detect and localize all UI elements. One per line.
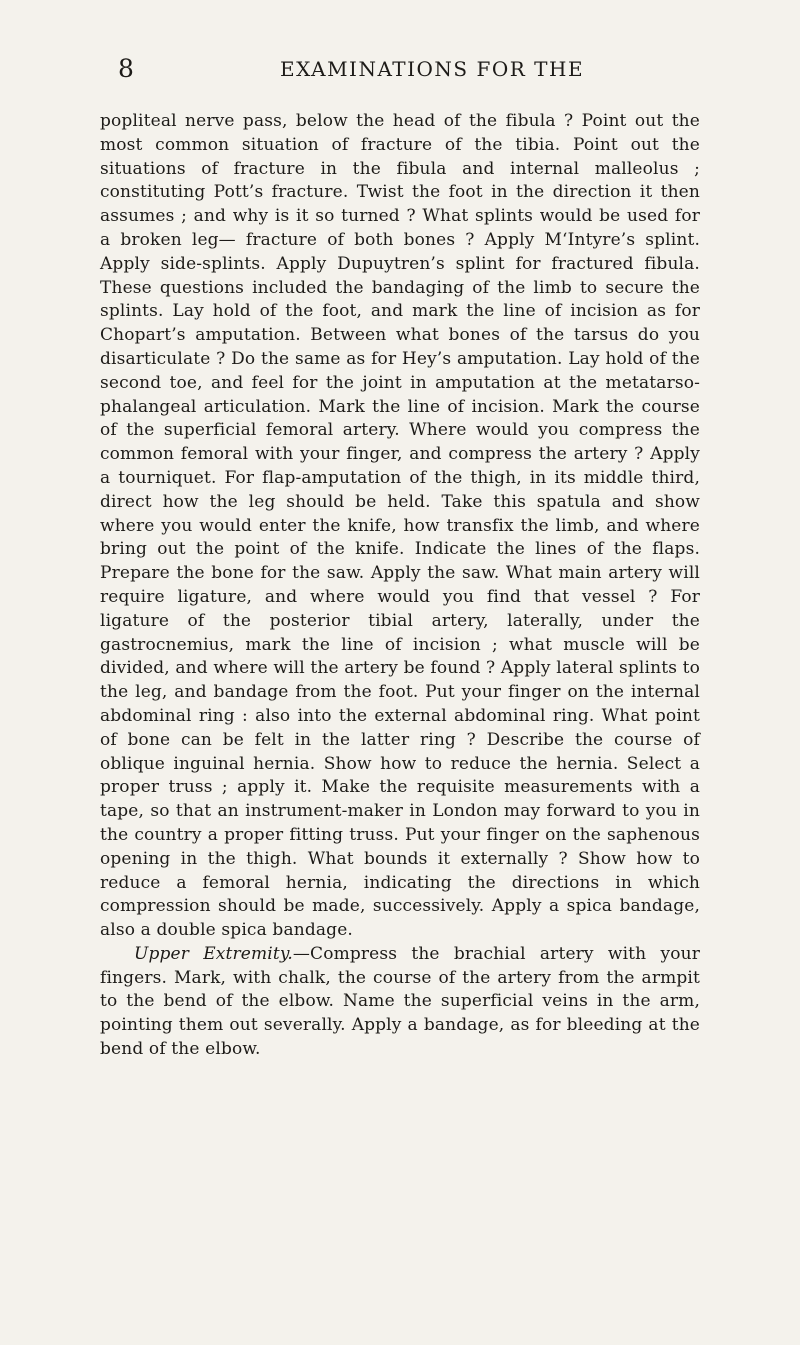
subsection-title: Upper Extremity. [134,943,293,964]
paragraph-lower-extremity-questions: popliteal nerve pass, below the head of the fibula ? Point out the most common situation of fracture of the tibia. Point out the situations of fracture in the fibula and internal malleolus ; constituting Pott’s fracture. Twist the foot in the direction it then assumes ; and why is it so turned ? What splints would be used for a broken leg— fracture of both bones ? Apply M‘Intyre’s splint. Apply side-splints. Apply Dupuytren’s splint for fractured fibula. These questions included the bandaging of the limb to secure the splints. Lay hold of the foot, and mark the line of incision as for Chopart’s amputation. Between what bones of the tarsus do you disarticulate ? Do the same as for Hey’s amputation. Lay hold of the second toe, and feel for the joint in amputation at the metatarso-phalangeal articulation. Mark the line of incision. Mark the course of the superficial femoral artery. Where would you compress the common femoral with your finger, and compress the artery ? Apply a tourniquet. For flap-amputation of the thigh, in its middle third, direct how the leg should be held. Take this spatula and show where you would enter the knife, how transfix the limb, and where bring out the point of the knife. Indicate the lines of the flaps. Prepare the bone for the saw. Apply the saw. What main artery will require ligature, and where would you find that vessel ? For ligature of the posterior tibial artery, laterally, under the gastrocnemius, mark the line of incision ; what muscle will be divided, and where will the artery be found ? Apply lateral splints to the leg, and bandage from the foot. Put your finger on the internal abdominal ring : also into the external abdominal ring. What point of bone can be felt in the latter ring ? Describe the course of oblique inguinal hernia. Show how to reduce the hernia. Select a proper truss ; apply it. Make the requisite measurements with a tape, so that an instrument-maker in London may forward to you in the country a proper fitting truss. Put your finger on the saphenous opening in the thigh. What bounds it externally ? Show how to reduce a femoral hernia, indicating the directions in which compression should be made, successively. Apply a spica bandage, also a double spica bandage. [100,111,700,941]
page-header [100,54,700,88]
subsection-text: —Compress the brachial artery with your fingers. Mark, with chalk, the course of the artery from the armpit to the bend of the elbow. Name the superficial veins in the arm, pointing them out severally. Apply a bandage, as for bleeding at the bend of the elbow. [100,943,700,1060]
page-number: 8 [118,54,135,83]
running-head: EXAMINATIONS FOR THE [280,57,585,81]
body-text [100,110,700,1062]
paragraph-upper-extremity [100,943,700,1062]
